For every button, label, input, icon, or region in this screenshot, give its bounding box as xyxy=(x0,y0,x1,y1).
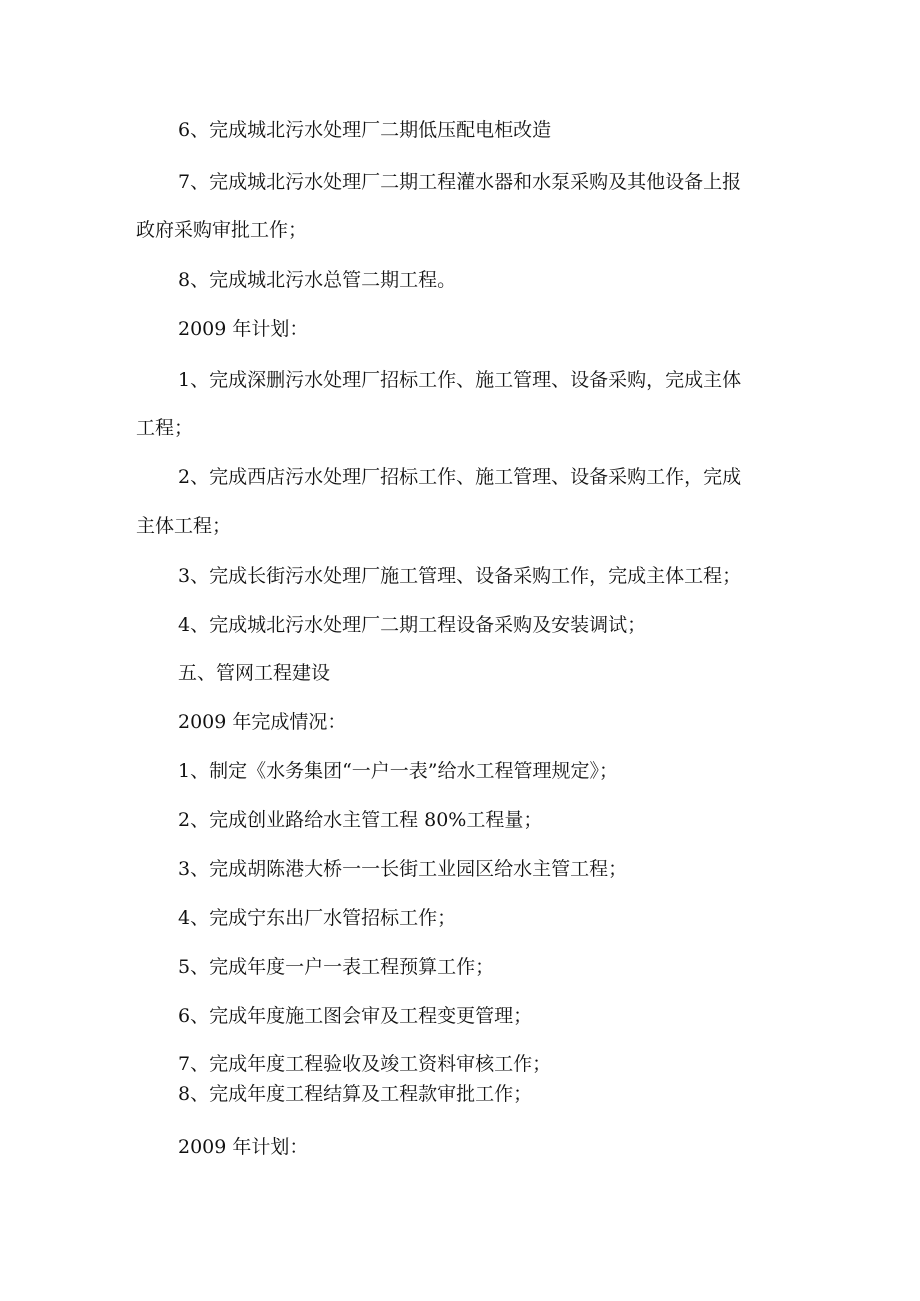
text-line: 6、完成年度施工图会审及工程变更管理； xyxy=(178,1005,533,1027)
text-line: 3、完成长街污水处理厂施工管理、设备采购工作，完成主体工程； xyxy=(178,565,742,587)
text-line: 主体工程； xyxy=(136,515,232,537)
section-heading: 五、管网工程建设 xyxy=(178,662,331,684)
section-heading: 2009 年完成情况： xyxy=(178,711,347,733)
section-heading: 2009 年计划： xyxy=(178,1136,309,1158)
text-line: 8、完成城北污水总管二期工程。 xyxy=(178,269,457,291)
text-line: 工程； xyxy=(136,417,194,439)
text-line: 4、完成宁东出厂水管招标工作； xyxy=(178,907,457,929)
text-line: 2、完成西店污水处理厂招标工作、施工管理、设备采购工作，完成 xyxy=(178,466,742,488)
text-line: 7、完成城北污水处理厂二期工程灌水器和水泵采购及其他设备上报 xyxy=(178,171,742,193)
text-line: 2、完成创业路给水主管工程 80%工程量； xyxy=(178,809,543,831)
section-heading: 2009 年计划： xyxy=(178,318,309,340)
text-line: 7、完成年度工程验收及竣工资料审核工作； xyxy=(178,1053,552,1075)
text-line: 政府采购审批工作； xyxy=(136,219,308,241)
text-line: 6、完成城北污水处理厂二期低压配电柜改造 xyxy=(178,119,552,141)
text-line: 3、完成胡陈港大桥一一长街工业园区给水主管工程； xyxy=(178,858,628,880)
text-line: 8、完成年度工程结算及工程款审批工作； xyxy=(178,1083,533,1105)
text-line: 1、完成深删污水处理厂招标工作、施工管理、设备采购，完成主体 xyxy=(178,369,742,391)
text-line: 4、完成城北污水处理厂二期工程设备采购及安装调试； xyxy=(178,614,647,636)
text-line: 5、完成年度一户一表工程预算工作； xyxy=(178,956,495,978)
text-line: 1、制定《水务集团“一户一表”给水工程管理规定》； xyxy=(178,760,619,782)
